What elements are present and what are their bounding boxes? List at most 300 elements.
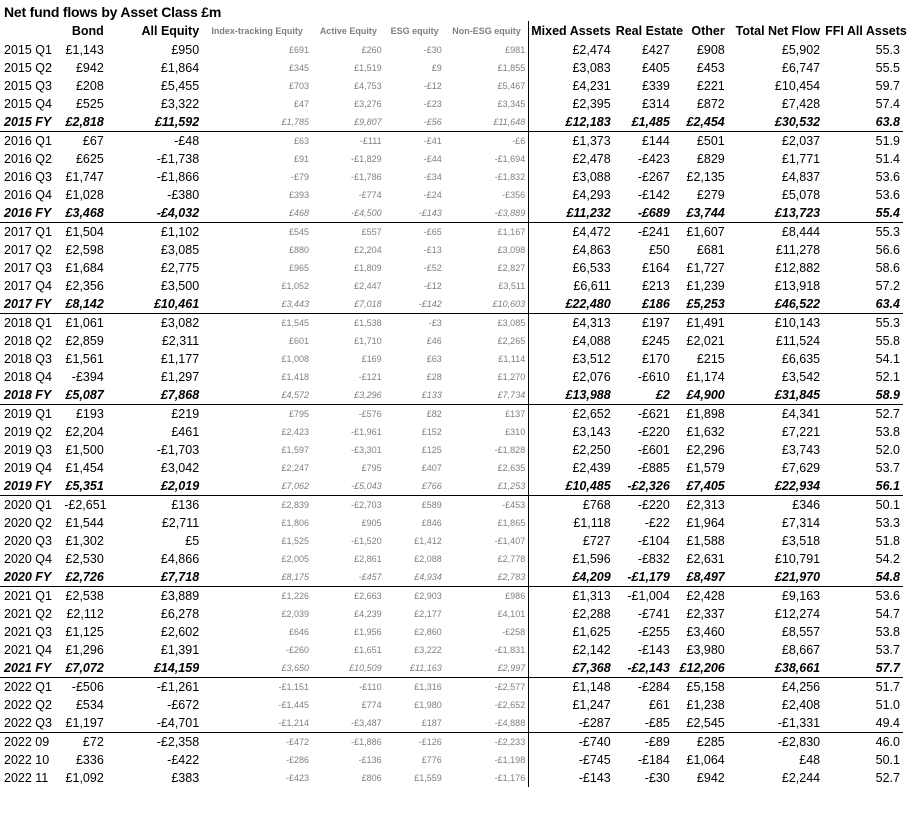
other-cell: £1,064 bbox=[686, 753, 725, 767]
bond-cell: £1,028 bbox=[65, 188, 104, 202]
total-net-flow-cell: £11,524 bbox=[775, 334, 821, 348]
total-net-flow-cell: £22,934 bbox=[728, 477, 823, 496]
non-esg-equity-cell: £7,734 bbox=[445, 386, 529, 405]
row-label: 2015 Q1 bbox=[4, 43, 52, 57]
active-equity-cell: -£1,520 bbox=[351, 536, 382, 546]
table-row bbox=[0, 132, 903, 151]
ffi-cell: 59.7 bbox=[875, 79, 900, 93]
index-tracking-cell: -£260 bbox=[286, 645, 310, 655]
active-equity-cell: £1,956 bbox=[354, 627, 382, 637]
index-tracking-cell: £1,785 bbox=[202, 113, 312, 132]
row-label: 2015 Q4 bbox=[4, 97, 52, 111]
table-row bbox=[0, 259, 903, 277]
total-net-flow-cell: £8,557 bbox=[781, 625, 821, 639]
non-esg-equity-cell: £2,997 bbox=[445, 659, 529, 678]
non-esg-equity-cell: -£3,889 bbox=[445, 204, 529, 223]
table-row bbox=[0, 441, 903, 459]
esg-equity-cell: £187 bbox=[385, 714, 445, 733]
total-net-flow-cell: £10,791 bbox=[774, 552, 821, 566]
ffi-cell: 51.0 bbox=[875, 698, 900, 712]
all-equity-cell: £2,602 bbox=[160, 625, 200, 639]
table-row bbox=[0, 550, 903, 568]
row-label: 2019 Q4 bbox=[4, 461, 52, 475]
total-net-flow-cell: £12,274 bbox=[774, 607, 821, 621]
index-tracking-cell: £2,247 bbox=[281, 463, 310, 473]
table-row bbox=[0, 714, 903, 733]
total-net-flow-cell: £4,256 bbox=[781, 680, 821, 694]
real-estate-cell: £144 bbox=[641, 134, 670, 148]
total-net-flow-cell: £13,918 bbox=[774, 279, 821, 293]
non-esg-equity-cell: £2,265 bbox=[497, 336, 526, 346]
esg-equity-cell: -£52 bbox=[423, 263, 442, 273]
mixed-assets-cell: £2,142 bbox=[529, 641, 614, 659]
esg-equity-cell: -£3 bbox=[428, 318, 442, 328]
table-row bbox=[0, 514, 903, 532]
non-esg-equity-cell: -£1,176 bbox=[494, 773, 526, 783]
non-esg-equity-cell: £1,114 bbox=[498, 354, 526, 364]
active-equity-cell: £260 bbox=[361, 45, 382, 55]
total-net-flow-cell: £46,522 bbox=[728, 295, 823, 314]
bond-cell: £2,598 bbox=[65, 243, 104, 257]
active-equity-cell: £4,753 bbox=[354, 81, 382, 91]
table-row bbox=[0, 223, 903, 242]
ffi-cell: 51.8 bbox=[875, 534, 900, 548]
non-esg-equity-cell: £981 bbox=[505, 45, 526, 55]
total-net-flow-cell: £10,143 bbox=[774, 316, 821, 330]
esg-equity-cell: £3,222 bbox=[414, 645, 442, 655]
ffi-cell: 58.6 bbox=[875, 261, 900, 275]
all-equity-cell: £136 bbox=[171, 498, 200, 512]
row-label: 2018 Q2 bbox=[4, 334, 52, 348]
other-cell: £1,727 bbox=[686, 261, 725, 275]
active-equity-cell: £2,204 bbox=[354, 245, 382, 255]
fy-total-row bbox=[0, 113, 903, 132]
ffi-cell: 52.7 bbox=[875, 407, 900, 421]
real-estate-cell: £50 bbox=[648, 243, 670, 257]
table-row bbox=[0, 587, 903, 606]
table-row bbox=[0, 733, 903, 752]
total-net-flow-cell: £30,532 bbox=[728, 113, 823, 132]
index-tracking-cell: £1,052 bbox=[281, 281, 310, 291]
table-row bbox=[0, 168, 903, 186]
mixed-assets-cell: £4,209 bbox=[529, 568, 614, 587]
index-tracking-cell: £2,039 bbox=[281, 609, 310, 619]
mixed-assets-cell: £1,118 bbox=[529, 514, 614, 532]
non-esg-equity-cell: -£1,828 bbox=[494, 445, 526, 455]
active-equity-cell: -£111 bbox=[359, 136, 382, 146]
fy-total-row bbox=[0, 659, 903, 678]
bond-cell: £2,818 bbox=[62, 113, 107, 132]
total-net-flow-cell: £7,221 bbox=[781, 425, 821, 439]
all-equity-cell: £461 bbox=[171, 425, 200, 439]
real-estate-cell: -£220 bbox=[637, 498, 670, 512]
real-estate-cell: -£30 bbox=[644, 771, 670, 785]
index-tracking-cell: £703 bbox=[289, 81, 310, 91]
real-estate-cell: -£601 bbox=[637, 443, 670, 457]
total-net-flow-cell: £2,037 bbox=[781, 134, 821, 148]
real-estate-cell: -£85 bbox=[614, 714, 673, 733]
bond-cell: £1,561 bbox=[65, 352, 104, 366]
all-equity-cell: £14,159 bbox=[107, 659, 202, 678]
bond-cell: £5,351 bbox=[62, 477, 107, 496]
header-real-estate: Real Estate bbox=[615, 24, 684, 38]
table-row bbox=[0, 459, 903, 477]
total-net-flow-cell: -£1,331 bbox=[728, 714, 823, 733]
ffi-cell: 57.2 bbox=[875, 279, 900, 293]
ffi-cell: 53.8 bbox=[875, 425, 900, 439]
other-cell: £215 bbox=[696, 352, 725, 366]
index-tracking-cell: £345 bbox=[289, 63, 310, 73]
bond-cell: £1,296 bbox=[65, 643, 104, 657]
non-esg-equity-cell: £4,101 bbox=[497, 609, 526, 619]
mixed-assets-cell: £1,596 bbox=[529, 550, 614, 568]
bond-cell: £2,859 bbox=[65, 334, 104, 348]
active-equity-cell: £806 bbox=[361, 773, 382, 783]
active-equity-cell: -£136 bbox=[358, 755, 382, 765]
real-estate-cell: -£621 bbox=[637, 407, 670, 421]
header-mixed-assets: Mixed Assets bbox=[529, 21, 614, 41]
esg-equity-cell: £1,412 bbox=[414, 536, 442, 546]
all-equity-cell: £2,711 bbox=[161, 516, 200, 530]
ffi-cell: 63.8 bbox=[823, 113, 903, 132]
bond-cell: £2,530 bbox=[65, 552, 104, 566]
other-cell: £7,405 bbox=[673, 477, 728, 496]
bond-cell: £1,500 bbox=[65, 443, 104, 457]
row-label: 2016 Q2 bbox=[4, 152, 52, 166]
mixed-assets-cell: £2,474 bbox=[529, 41, 614, 59]
header-row bbox=[0, 21, 903, 41]
non-esg-equity-cell: -£1,198 bbox=[494, 755, 526, 765]
total-net-flow-cell: £5,902 bbox=[781, 43, 821, 57]
real-estate-cell: £314 bbox=[641, 97, 670, 111]
non-esg-equity-cell: £310 bbox=[505, 427, 526, 437]
row-label: 2022 Q3 bbox=[0, 714, 62, 733]
index-tracking-cell: £393 bbox=[289, 190, 310, 200]
ffi-cell: 55.3 bbox=[875, 225, 900, 239]
bond-cell: £1,125 bbox=[65, 625, 104, 639]
mixed-assets-cell: -£745 bbox=[529, 751, 614, 769]
table-row bbox=[0, 405, 903, 424]
ffi-cell: 51.7 bbox=[875, 680, 900, 694]
row-label: 2020 Q4 bbox=[4, 552, 52, 566]
mixed-assets-cell: £2,652 bbox=[529, 405, 614, 424]
bond-cell: £72 bbox=[82, 735, 104, 749]
other-cell: £285 bbox=[696, 735, 725, 749]
esg-equity-cell: £152 bbox=[421, 427, 442, 437]
row-label: 2016 Q1 bbox=[4, 134, 52, 148]
index-tracking-cell: -£286 bbox=[286, 755, 310, 765]
esg-equity-cell: £2,177 bbox=[414, 609, 442, 619]
non-esg-equity-cell: -£356 bbox=[502, 190, 526, 200]
real-estate-cell: -£284 bbox=[637, 680, 670, 694]
ffi-cell: 56.1 bbox=[823, 477, 903, 496]
non-esg-equity-cell: £1,270 bbox=[497, 372, 526, 382]
bond-cell: £1,197 bbox=[62, 714, 107, 733]
mixed-assets-cell: £4,472 bbox=[529, 223, 614, 242]
other-cell: £5,158 bbox=[686, 680, 725, 694]
total-net-flow-cell: £48 bbox=[799, 753, 821, 767]
index-tracking-cell: £4,572 bbox=[202, 386, 312, 405]
esg-equity-cell: £46 bbox=[426, 336, 442, 346]
row-label: 2018 Q4 bbox=[4, 370, 52, 384]
other-cell: £829 bbox=[696, 152, 725, 166]
row-label: 2022 Q2 bbox=[4, 698, 52, 712]
real-estate-cell: -£423 bbox=[637, 152, 670, 166]
real-estate-cell: -£89 bbox=[644, 735, 670, 749]
bond-cell: -£506 bbox=[71, 680, 104, 694]
total-net-flow-cell: £2,244 bbox=[781, 771, 821, 785]
esg-equity-cell: £846 bbox=[421, 518, 442, 528]
real-estate-cell: -£104 bbox=[637, 534, 670, 548]
active-equity-cell: £2,861 bbox=[354, 554, 382, 564]
bond-cell: £208 bbox=[75, 79, 104, 93]
index-tracking-cell: -£1,445 bbox=[278, 700, 310, 710]
header-index-tracking: Index-tracking Equity bbox=[211, 26, 303, 36]
non-esg-equity-cell: -£6 bbox=[512, 136, 526, 146]
mixed-assets-cell: £3,088 bbox=[529, 168, 614, 186]
all-equity-cell: £4,866 bbox=[160, 552, 200, 566]
index-tracking-cell: £2,423 bbox=[281, 427, 310, 437]
index-tracking-cell: £1,545 bbox=[281, 318, 310, 328]
index-tracking-cell: -£472 bbox=[286, 737, 310, 747]
non-esg-equity-cell: £986 bbox=[505, 591, 526, 601]
row-label: 2022 09 bbox=[4, 735, 50, 749]
all-equity-cell: £3,500 bbox=[160, 279, 200, 293]
table-row bbox=[0, 623, 903, 641]
table-row bbox=[0, 59, 903, 77]
ffi-cell: 50.1 bbox=[875, 753, 900, 767]
fy-total-row bbox=[0, 204, 903, 223]
mixed-assets-cell: £12,183 bbox=[529, 113, 614, 132]
all-equity-cell: £1,102 bbox=[160, 225, 200, 239]
mixed-assets-cell: £1,247 bbox=[529, 696, 614, 714]
real-estate-cell: -£610 bbox=[637, 370, 670, 384]
active-equity-cell: £4,239 bbox=[354, 609, 382, 619]
all-equity-cell: £5 bbox=[185, 534, 200, 548]
non-esg-equity-cell: £3,098 bbox=[497, 245, 526, 255]
active-equity-cell: -£1,961 bbox=[351, 427, 382, 437]
non-esg-equity-cell: -£1,407 bbox=[494, 536, 526, 546]
esg-equity-cell: -£12 bbox=[423, 81, 442, 91]
other-cell: £2,631 bbox=[686, 552, 725, 566]
bond-cell: £336 bbox=[75, 753, 104, 767]
bond-cell: £2,538 bbox=[65, 589, 104, 603]
real-estate-cell: £213 bbox=[641, 279, 670, 293]
active-equity-cell: £3,296 bbox=[312, 386, 385, 405]
row-label: 2016 Q4 bbox=[4, 188, 52, 202]
all-equity-cell: £2,311 bbox=[161, 334, 200, 348]
ffi-cell: 58.9 bbox=[823, 386, 903, 405]
total-net-flow-cell: £8,444 bbox=[781, 225, 821, 239]
all-equity-cell: -£1,866 bbox=[156, 170, 200, 184]
bond-cell: £1,684 bbox=[65, 261, 104, 275]
total-net-flow-cell: £1,771 bbox=[781, 152, 821, 166]
mixed-assets-cell: £3,143 bbox=[529, 423, 614, 441]
esg-equity-cell: £2,903 bbox=[414, 591, 442, 601]
ffi-cell: 52.7 bbox=[875, 771, 900, 785]
real-estate-cell: -£255 bbox=[637, 625, 670, 639]
mixed-assets-cell: £727 bbox=[529, 532, 614, 550]
bond-cell: £1,454 bbox=[65, 461, 104, 475]
mixed-assets-cell: -£143 bbox=[529, 769, 614, 787]
total-net-flow-cell: £3,518 bbox=[781, 534, 821, 548]
real-estate-cell: £197 bbox=[641, 316, 670, 330]
real-estate-cell: £164 bbox=[641, 261, 670, 275]
other-cell: £3,744 bbox=[673, 204, 728, 223]
esg-equity-cell: -£142 bbox=[385, 295, 445, 314]
mixed-assets-cell: £2,076 bbox=[529, 368, 614, 386]
index-tracking-cell: -£423 bbox=[286, 773, 310, 783]
all-equity-cell: £10,461 bbox=[107, 295, 202, 314]
table-row bbox=[0, 186, 903, 204]
total-net-flow-cell: £6,747 bbox=[781, 61, 821, 75]
non-esg-equity-cell: -£1,832 bbox=[494, 172, 526, 182]
non-esg-equity-cell: -£2,233 bbox=[494, 737, 526, 747]
other-cell: £1,898 bbox=[686, 407, 725, 421]
header-esg-equity: ESG equity bbox=[390, 26, 439, 36]
table-body bbox=[0, 41, 903, 787]
real-estate-cell: -£241 bbox=[637, 225, 670, 239]
table-row bbox=[0, 769, 903, 787]
active-equity-cell: -£1,786 bbox=[351, 172, 382, 182]
total-net-flow-cell: £4,341 bbox=[781, 407, 821, 421]
esg-equity-cell: £11,163 bbox=[385, 659, 445, 678]
total-net-flow-cell: £8,667 bbox=[781, 643, 821, 657]
mixed-assets-cell: £11,232 bbox=[529, 204, 614, 223]
ffi-cell: 55.4 bbox=[823, 204, 903, 223]
header-all-equity: All Equity bbox=[141, 24, 200, 38]
ffi-cell: 52.1 bbox=[875, 370, 900, 384]
mixed-assets-cell: £4,231 bbox=[529, 77, 614, 95]
active-equity-cell: -£121 bbox=[358, 372, 382, 382]
header-other: Other bbox=[691, 24, 725, 38]
all-equity-cell: £383 bbox=[171, 771, 200, 785]
all-equity-cell: £3,085 bbox=[160, 243, 200, 257]
real-estate-cell: £1,485 bbox=[614, 113, 673, 132]
mixed-assets-cell: £13,988 bbox=[529, 386, 614, 405]
header-bond: Bond bbox=[71, 24, 104, 38]
other-cell: £5,253 bbox=[673, 295, 728, 314]
row-label: 2018 FY bbox=[0, 386, 62, 405]
ffi-cell: 49.4 bbox=[823, 714, 903, 733]
bond-cell: £625 bbox=[75, 152, 104, 166]
all-equity-cell: -£4,701 bbox=[107, 714, 202, 733]
bond-cell: £67 bbox=[82, 134, 104, 148]
non-esg-equity-cell: £1,167 bbox=[497, 227, 526, 237]
non-esg-equity-cell: £2,783 bbox=[445, 568, 529, 587]
mixed-assets-cell: £1,313 bbox=[529, 587, 614, 606]
active-equity-cell: £905 bbox=[361, 518, 382, 528]
mixed-assets-cell: £4,088 bbox=[529, 332, 614, 350]
all-equity-cell: -£380 bbox=[167, 188, 200, 202]
total-net-flow-cell: £3,542 bbox=[781, 370, 821, 384]
mixed-assets-cell: £22,480 bbox=[529, 295, 614, 314]
real-estate-cell: £61 bbox=[648, 698, 670, 712]
all-equity-cell: £3,042 bbox=[160, 461, 200, 475]
esg-equity-cell: £1,316 bbox=[414, 682, 442, 692]
non-esg-equity-cell: £11,648 bbox=[445, 113, 529, 132]
bond-cell: £1,747 bbox=[65, 170, 104, 184]
index-tracking-cell: £880 bbox=[289, 245, 310, 255]
row-label: 2020 Q1 bbox=[4, 498, 52, 512]
real-estate-cell: -£689 bbox=[614, 204, 673, 223]
index-tracking-cell: £965 bbox=[289, 263, 310, 273]
total-net-flow-cell: £11,278 bbox=[775, 243, 821, 257]
table-row bbox=[0, 150, 903, 168]
mixed-assets-cell: £6,611 bbox=[529, 277, 614, 295]
bond-cell: £942 bbox=[75, 61, 104, 75]
mixed-assets-cell: £2,478 bbox=[529, 150, 614, 168]
active-equity-cell: £9,807 bbox=[312, 113, 385, 132]
other-cell: £279 bbox=[696, 188, 725, 202]
other-cell: £1,491 bbox=[686, 316, 725, 330]
all-equity-cell: £11,592 bbox=[107, 113, 202, 132]
esg-equity-cell: -£34 bbox=[423, 172, 442, 182]
row-label: 2015 Q3 bbox=[4, 79, 52, 93]
total-net-flow-cell: £6,635 bbox=[781, 352, 821, 366]
table-row bbox=[0, 241, 903, 259]
esg-equity-cell: £63 bbox=[426, 354, 442, 364]
all-equity-cell: -£672 bbox=[167, 698, 200, 712]
all-equity-cell: -£2,358 bbox=[156, 735, 200, 749]
real-estate-cell: -£143 bbox=[637, 643, 670, 657]
row-label: 2022 Q1 bbox=[4, 680, 52, 694]
index-tracking-cell: -£1,151 bbox=[278, 682, 310, 692]
esg-equity-cell: -£126 bbox=[418, 737, 442, 747]
row-label: 2021 Q3 bbox=[4, 625, 52, 639]
index-tracking-cell: £646 bbox=[289, 627, 310, 637]
total-net-flow-cell: £10,454 bbox=[774, 79, 821, 93]
all-equity-cell: £1,864 bbox=[160, 61, 200, 75]
bond-cell: £2,204 bbox=[65, 425, 104, 439]
bond-cell: £7,072 bbox=[62, 659, 107, 678]
other-cell: £2,296 bbox=[686, 443, 725, 457]
row-label: 2016 Q3 bbox=[4, 170, 52, 184]
row-label: 2016 FY bbox=[0, 204, 62, 223]
ffi-cell: 55.3 bbox=[875, 43, 900, 57]
bond-cell: -£2,651 bbox=[64, 498, 107, 512]
non-esg-equity-cell: £5,467 bbox=[497, 81, 526, 91]
esg-equity-cell: £407 bbox=[421, 463, 442, 473]
esg-equity-cell: -£143 bbox=[385, 204, 445, 223]
ffi-cell: 55.8 bbox=[875, 334, 900, 348]
non-esg-equity-cell: £1,855 bbox=[497, 63, 526, 73]
esg-equity-cell: -£23 bbox=[423, 99, 442, 109]
non-esg-equity-cell: £2,827 bbox=[497, 263, 526, 273]
active-equity-cell: -£1,886 bbox=[351, 737, 382, 747]
active-equity-cell: £7,018 bbox=[312, 295, 385, 314]
total-net-flow-cell: £5,078 bbox=[781, 188, 821, 202]
table-row bbox=[0, 696, 903, 714]
ffi-cell: 53.3 bbox=[875, 516, 900, 530]
total-net-flow-cell: £9,163 bbox=[781, 589, 821, 603]
mixed-assets-cell: £3,512 bbox=[529, 350, 614, 368]
bond-cell: £1,061 bbox=[65, 316, 104, 330]
real-estate-cell: -£2,326 bbox=[614, 477, 673, 496]
mixed-assets-cell: £10,485 bbox=[529, 477, 614, 496]
bond-cell: £193 bbox=[75, 407, 104, 421]
other-cell: £2,021 bbox=[686, 334, 725, 348]
all-equity-cell: -£48 bbox=[174, 134, 200, 148]
table-row bbox=[0, 77, 903, 95]
table-row bbox=[0, 496, 903, 515]
non-esg-equity-cell: -£2,577 bbox=[494, 682, 526, 692]
total-net-flow-cell: £12,882 bbox=[774, 261, 821, 275]
bond-cell: £5,087 bbox=[62, 386, 107, 405]
other-cell: £2,337 bbox=[686, 607, 725, 621]
other-cell: £681 bbox=[696, 243, 725, 257]
row-label: 2015 Q2 bbox=[4, 61, 52, 75]
